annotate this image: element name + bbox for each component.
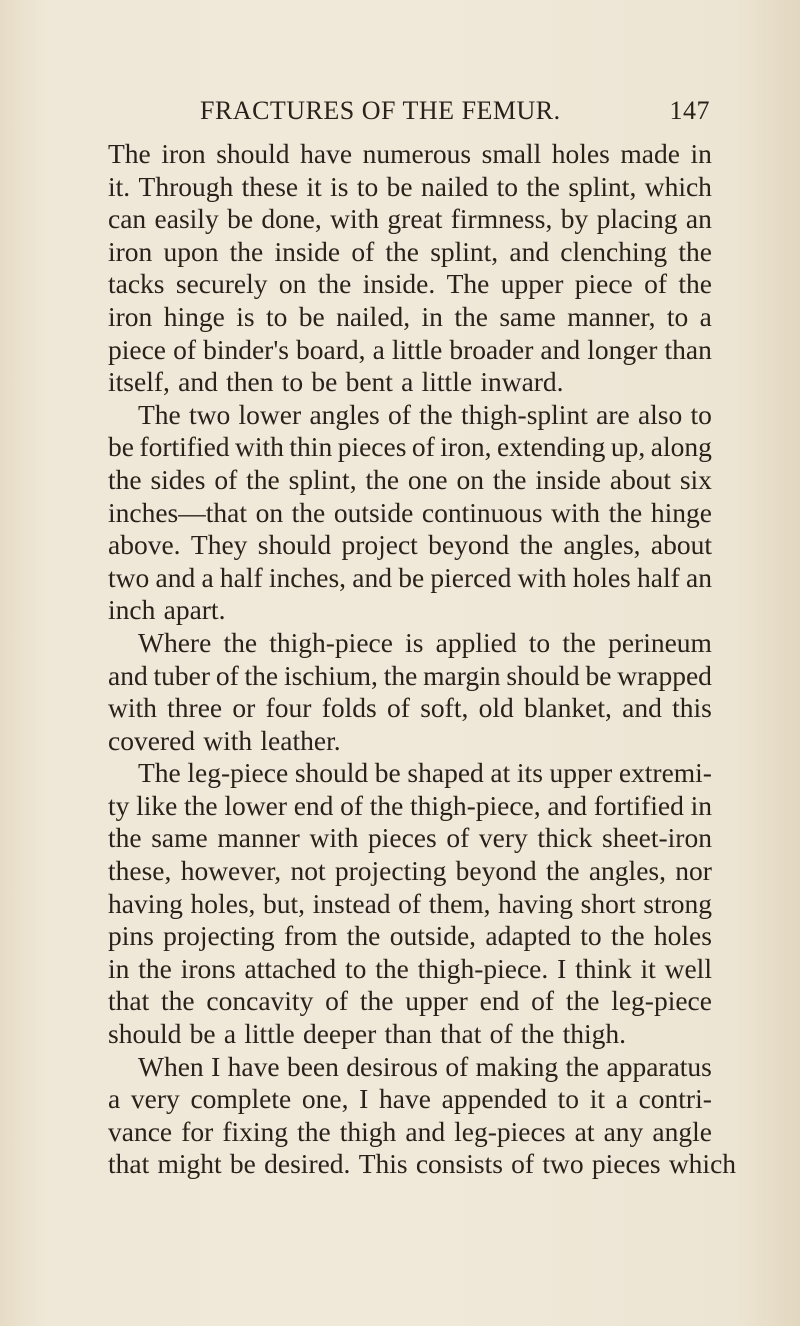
text-line: The leg-piece should be shaped at its upper extremi- <box>138 757 712 789</box>
text-line: it. Through these it is to be nailed to the splint, which <box>108 170 712 202</box>
text-line: vance for fixing the thigh and leg-pieces at any angle <box>108 1115 712 1147</box>
paragraph <box>108 399 712 627</box>
text-line: tacks securely on the inside. The upper piece of the <box>108 268 712 300</box>
text-line: ty like the lower end of the thigh-piece, and fortified in <box>108 789 712 821</box>
text-line: inch apart. <box>108 594 226 626</box>
text-line: covered with leather. <box>108 724 341 756</box>
text-line: having holes, but, instead of them, having short strong <box>108 887 712 919</box>
text-line: that might be desired. This consists of two pieces which <box>108 1148 737 1180</box>
text-line: above. They should project beyond the angles, about <box>108 529 712 561</box>
text-line: The iron should have numerous small holes made in <box>108 138 712 169</box>
text-line: pins projecting from the outside, adapted to the holes <box>108 920 712 952</box>
running-title: FRACTURES OF THE FEMUR. <box>200 96 561 125</box>
page-number: 147 <box>669 96 710 125</box>
text-line: Where the thigh-piece is applied to the perineum <box>138 626 712 658</box>
text-line: and tuber of the ischium, the margin should be wrapped <box>108 659 712 691</box>
page-header <box>200 96 710 130</box>
text-line: in the irons attached to the thigh-piece. I think it well <box>108 952 712 984</box>
text-line: that the concavity of the upper end of the leg-piece <box>108 985 712 1017</box>
paragraph <box>108 627 712 757</box>
text-line: these, however, not projecting beyond the angles, nor <box>108 855 712 887</box>
paragraph <box>108 757 712 1050</box>
text-line: the sides of the splint, the one on the inside about six <box>108 463 712 495</box>
text-line: be fortified with thin pieces of iron, extending up, along <box>108 431 712 463</box>
paragraph <box>108 138 712 399</box>
text-line: iron hinge is to be nailed, in the same manner, to a <box>108 300 712 332</box>
paragraph <box>108 1050 737 1181</box>
text-line: When I have been desirous of making the apparatus <box>138 1050 712 1082</box>
text-line: iron upon the inside of the splint, and clenching the <box>108 235 712 267</box>
text-line: two and a half inches, and be pierced with holes half an <box>108 561 712 593</box>
text-line: inches—that on the outside continuous with the hinge <box>108 496 712 528</box>
text-line: piece of binder's board, a little broader and longer than <box>108 333 712 365</box>
text-line: a very complete one, I have appended to it a contri- <box>108 1083 712 1115</box>
text-line: the same manner with pieces of very thick sheet-iron <box>108 822 712 854</box>
text-line: should be a little deeper than that of the thigh. <box>108 1018 627 1050</box>
text-line: itself, and then to be bent a little inward. <box>108 366 564 398</box>
text-line: can easily be done, with great firmness, by placing an <box>108 203 712 235</box>
body-text <box>108 138 737 1181</box>
text-line: The two lower angles of the thigh-splint are also to <box>138 398 712 430</box>
text-line: with three or four folds of soft, old blanket, and this <box>108 692 712 724</box>
